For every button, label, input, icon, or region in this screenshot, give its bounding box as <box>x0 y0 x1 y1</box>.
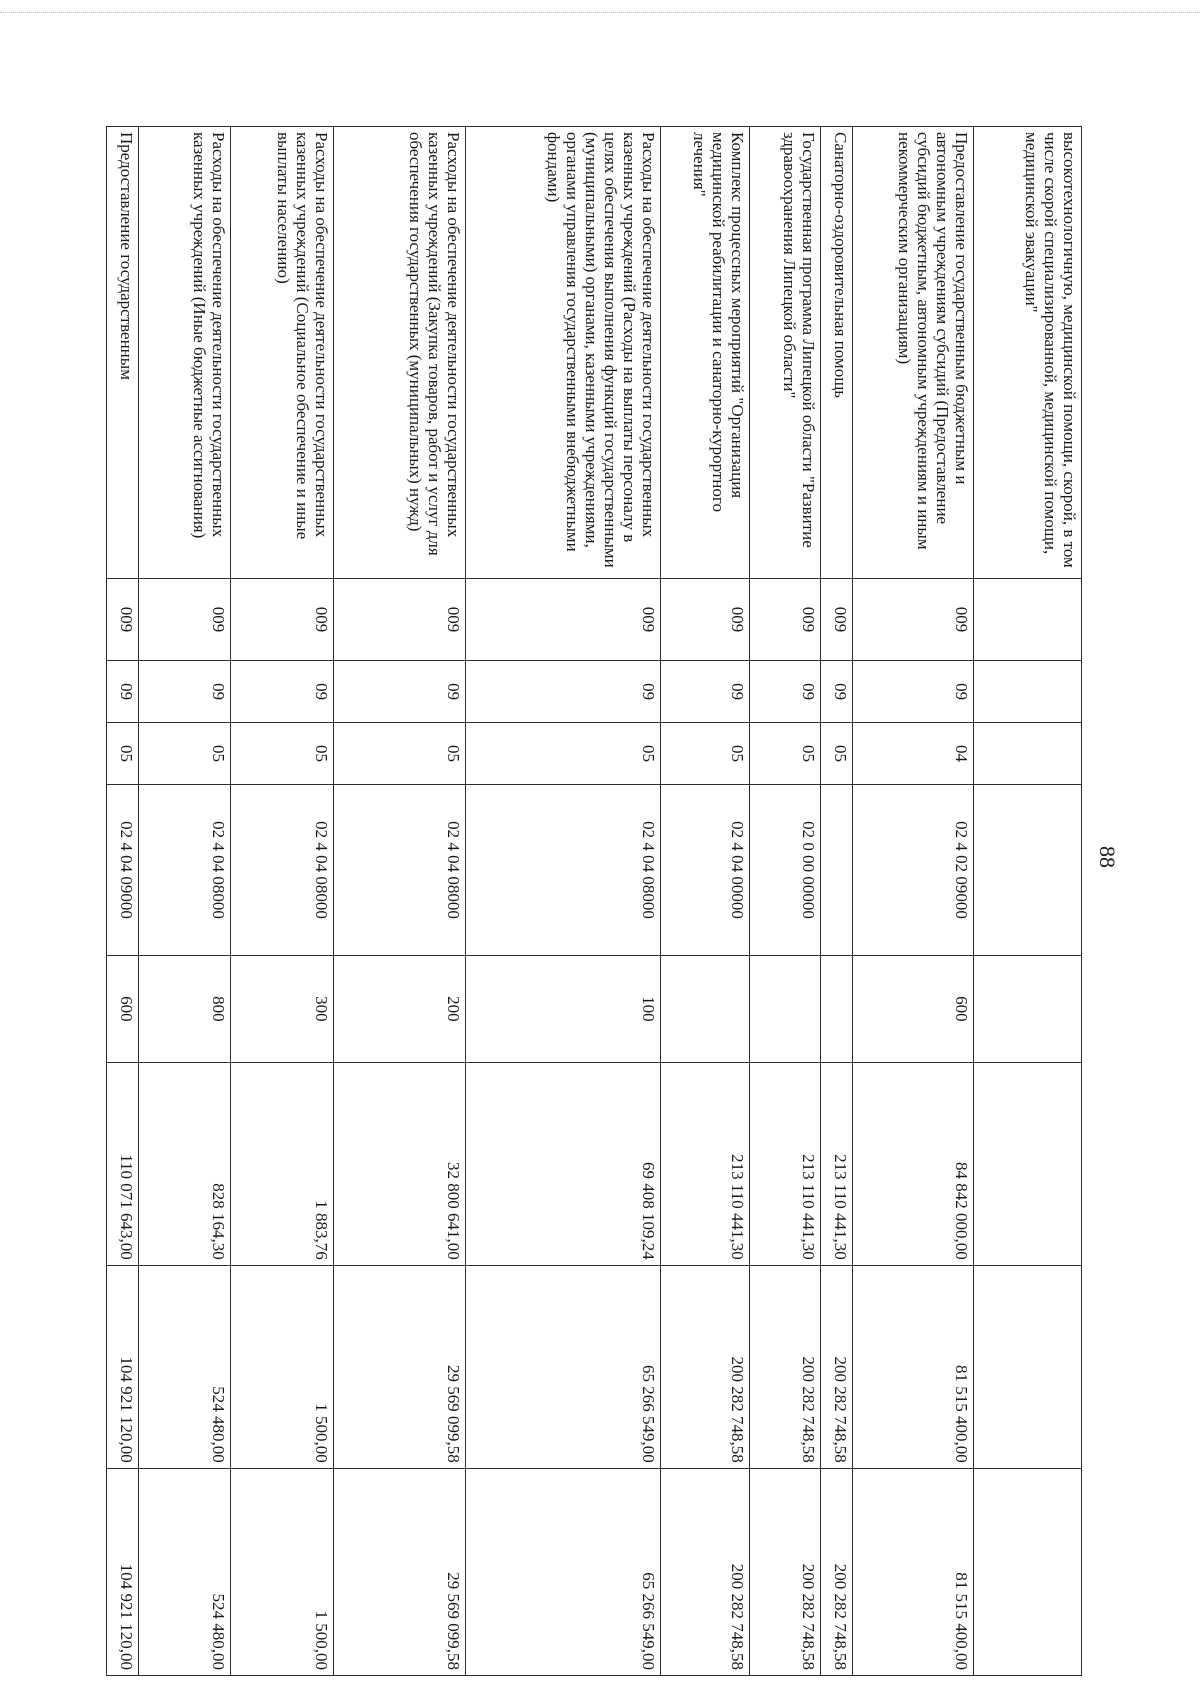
cell-sum1: 1 883,76 <box>230 1062 333 1265</box>
cell-sum2: 104 921 120,00 <box>107 1265 139 1468</box>
cell-ved <box>974 578 1082 660</box>
cell-vr: 600 <box>107 955 139 1062</box>
cell-csr: 02 4 04 08000 <box>230 785 333 956</box>
cell-csr: 02 4 04 08000 <box>139 785 231 956</box>
cell-ved: 009 <box>821 578 853 660</box>
cell-sum3: 29 569 099,58 <box>333 1468 466 1675</box>
cell-pr: 05 <box>821 723 853 785</box>
cell-vr <box>660 955 749 1062</box>
cell-name: Расходы на обеспечение деятельности государственных казенных учреждений (Закупка товаров, работ и услуг для обеспечения государственных (муниципальных) нужд) <box>333 127 466 579</box>
cell-vr: 200 <box>333 955 466 1062</box>
table-row <box>107 127 139 1676</box>
table-row <box>853 127 974 1676</box>
cell-name: Предоставление государственным <box>107 127 139 579</box>
cell-ved: 009 <box>139 578 231 660</box>
cell-sum3: 200 282 748,58 <box>821 1468 853 1675</box>
cell-vr: 800 <box>139 955 231 1062</box>
cell-rz: 09 <box>750 661 821 723</box>
cell-sum2: 65 266 549,00 <box>466 1265 661 1468</box>
rotated-table-wrapper <box>106 126 1082 1676</box>
cell-pr: 04 <box>853 723 974 785</box>
cell-sum3: 200 282 748,58 <box>660 1468 749 1675</box>
cell-vr: 600 <box>853 955 974 1062</box>
cell-sum1 <box>974 1062 1082 1265</box>
scan-top-edge <box>0 12 1200 13</box>
cell-sum1: 110 071 643,00 <box>107 1062 139 1265</box>
cell-pr: 05 <box>333 723 466 785</box>
table-row <box>333 127 466 1676</box>
cell-sum3: 81 515 400,00 <box>853 1468 974 1675</box>
cell-ved: 009 <box>230 578 333 660</box>
cell-sum3: 524 480,00 <box>139 1468 231 1675</box>
cell-csr <box>821 785 853 956</box>
cell-rz: 09 <box>466 661 661 723</box>
cell-rz: 09 <box>107 661 139 723</box>
cell-vr <box>974 955 1082 1062</box>
cell-sum1: 213 110 441,30 <box>750 1062 821 1265</box>
cell-sum3: 1 500,00 <box>230 1468 333 1675</box>
cell-vr <box>821 955 853 1062</box>
cell-sum2: 29 569 099,58 <box>333 1265 466 1468</box>
cell-pr: 05 <box>139 723 231 785</box>
cell-vr: 100 <box>466 955 661 1062</box>
cell-csr: 02 4 04 08000 <box>333 785 466 956</box>
cell-name: Санаторно-оздоровительная помощь <box>821 127 853 579</box>
cell-pr: 05 <box>750 723 821 785</box>
cell-sum1: 69 408 109,24 <box>466 1062 661 1265</box>
table-row <box>660 127 749 1676</box>
cell-rz: 09 <box>333 661 466 723</box>
cell-vr <box>750 955 821 1062</box>
cell-pr: 05 <box>660 723 749 785</box>
cell-sum2: 81 515 400,00 <box>853 1265 974 1468</box>
cell-rz <box>974 661 1082 723</box>
table-row <box>821 127 853 1676</box>
cell-sum2: 200 282 748,58 <box>821 1265 853 1468</box>
cell-rz: 09 <box>821 661 853 723</box>
cell-sum2: 524 480,00 <box>139 1265 231 1468</box>
cell-csr <box>974 785 1082 956</box>
table-row <box>466 127 661 1676</box>
cell-sum1: 32 800 641,00 <box>333 1062 466 1265</box>
cell-sum3: 65 266 549,00 <box>466 1468 661 1675</box>
cell-rz: 09 <box>139 661 231 723</box>
cell-ved: 009 <box>107 578 139 660</box>
cell-ved: 009 <box>853 578 974 660</box>
cell-csr: 02 4 04 00000 <box>660 785 749 956</box>
cell-name: высокотехнологичную, медицинской помощи, скорой, в том числе скорой специализированной, медицинской помощи, медицинской эвакуации" <box>974 127 1082 579</box>
page-number: 88 <box>1095 846 1120 868</box>
cell-name: Государственная программа Липецкой области "Развитие здравоохранения Липецкой области" <box>750 127 821 579</box>
cell-vr: 300 <box>230 955 333 1062</box>
cell-sum1: 84 842 000,00 <box>853 1062 974 1265</box>
budget-table <box>106 126 1082 1676</box>
cell-sum3 <box>974 1468 1082 1675</box>
cell-pr: 05 <box>230 723 333 785</box>
cell-name: Расходы на обеспечение деятельности государственных казенных учреждений (Социальное обеспечение и иные выплаты населению) <box>230 127 333 579</box>
cell-sum1: 213 110 441,30 <box>821 1062 853 1265</box>
cell-name: Комплекс процессных мероприятий "Организация медицинской реабилитации и санаторно-курортного лечения" <box>660 127 749 579</box>
table-body <box>107 127 1082 1676</box>
cell-pr: 05 <box>466 723 661 785</box>
table-row <box>230 127 333 1676</box>
cell-sum2: 1 500,00 <box>230 1265 333 1468</box>
cell-rz: 09 <box>853 661 974 723</box>
cell-sum2 <box>974 1265 1082 1468</box>
cell-csr: 02 4 02 09000 <box>853 785 974 956</box>
cell-pr <box>974 723 1082 785</box>
cell-sum3: 104 921 120,00 <box>107 1468 139 1675</box>
cell-ved: 009 <box>466 578 661 660</box>
cell-name: Предоставление государственным бюджетным и автономным учреждениям субсидий (Предоставление субсидий бюджетным, автономным учреждениям и иным некоммерческим организациям) <box>853 127 974 579</box>
cell-rz: 09 <box>660 661 749 723</box>
cell-pr: 05 <box>107 723 139 785</box>
cell-name: Расходы на обеспечение деятельности государственных казенных учреждений (Иные бюджетные ассигнования) <box>139 127 231 579</box>
cell-name: Расходы на обеспечение деятельности государственных казенных учреждений (Расходы на выплаты персоналу в целях обеспечения выполнения функций государственными (муниципальными) органами, казенными учреждениями, органами управления государственными внебюджетными фондами) <box>466 127 661 579</box>
cell-ved: 009 <box>660 578 749 660</box>
table-row <box>974 127 1082 1676</box>
cell-sum2: 200 282 748,58 <box>660 1265 749 1468</box>
cell-sum1: 828 164,30 <box>139 1062 231 1265</box>
cell-sum3: 200 282 748,58 <box>750 1468 821 1675</box>
cell-sum1: 213 110 441,30 <box>660 1062 749 1265</box>
cell-csr: 02 0 00 00000 <box>750 785 821 956</box>
table-row <box>750 127 821 1676</box>
cell-ved: 009 <box>333 578 466 660</box>
cell-rz: 09 <box>230 661 333 723</box>
cell-ved: 009 <box>750 578 821 660</box>
cell-sum2: 200 282 748,58 <box>750 1265 821 1468</box>
cell-csr: 02 4 04 09000 <box>107 785 139 956</box>
table-row <box>139 127 231 1676</box>
cell-csr: 02 4 04 08000 <box>466 785 661 956</box>
